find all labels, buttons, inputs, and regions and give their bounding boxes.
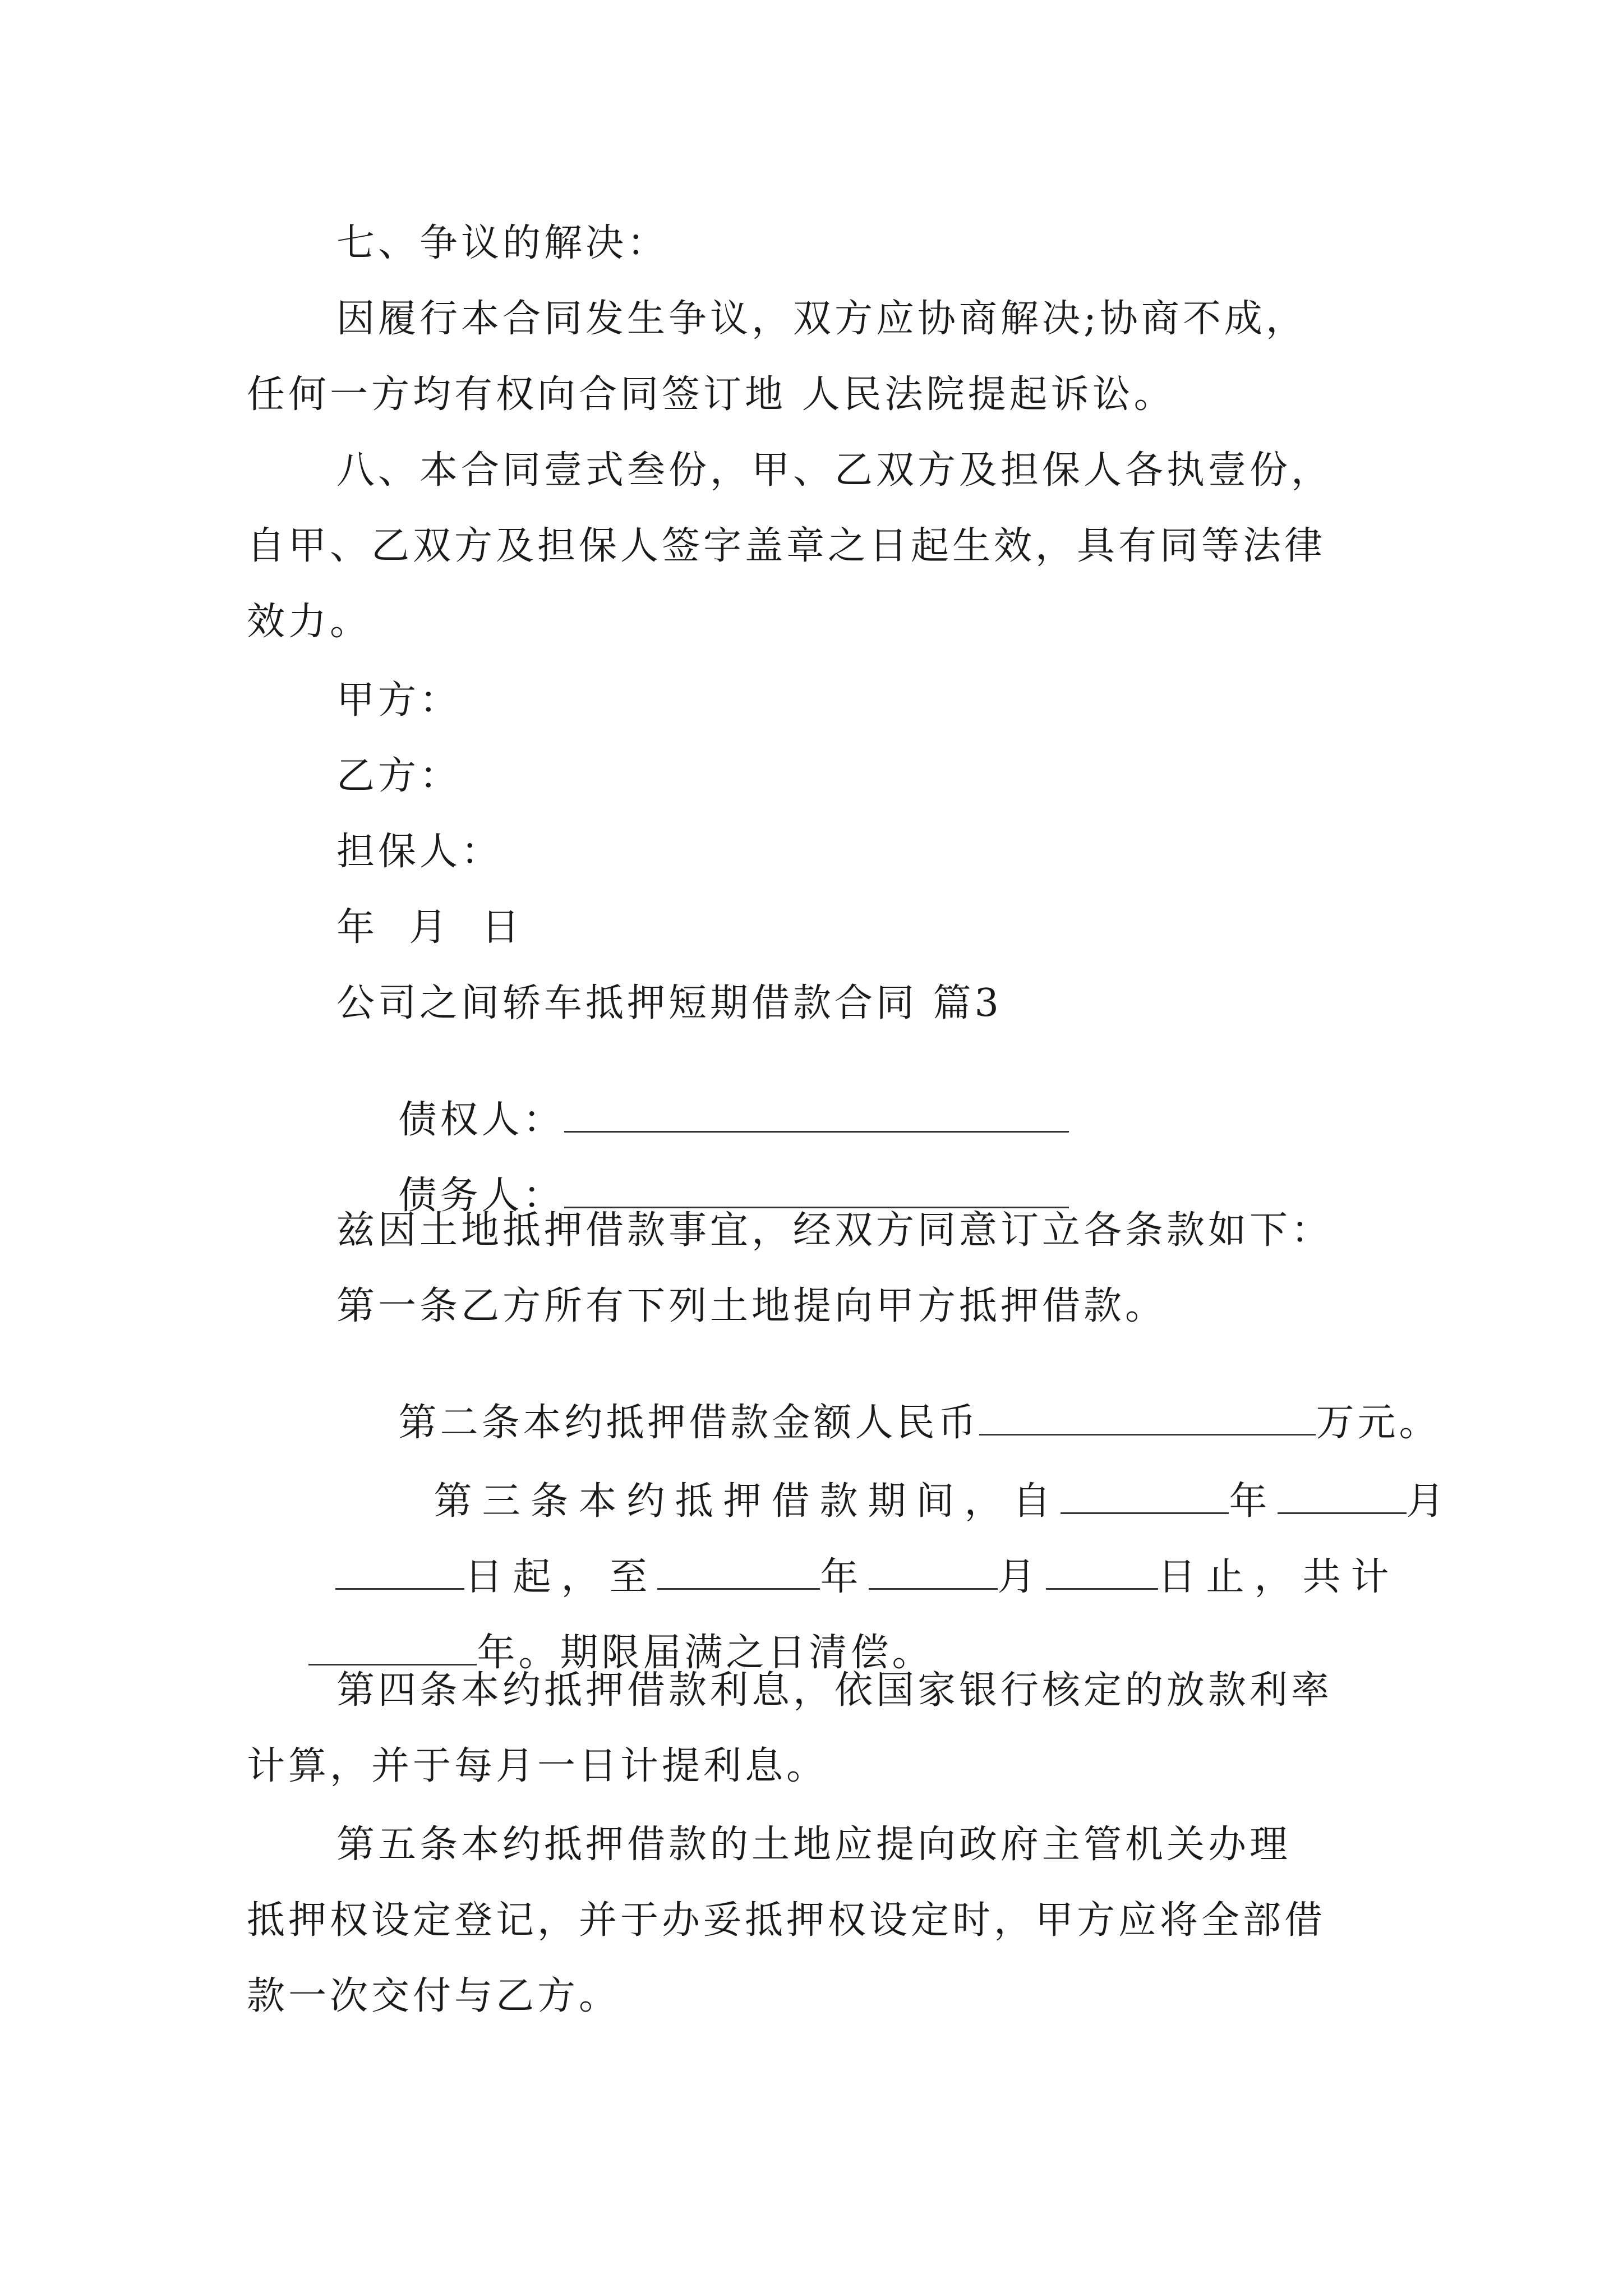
article-5: 第五条本约抵押借款的土地应提向政府主管机关办理 (336, 1823, 1292, 1867)
paragraph-line: 八、本合同壹式叁份，甲、乙双方及担保人各执壹份， (336, 448, 1333, 493)
start-year-blank (1061, 1480, 1229, 1514)
party-a-label: 甲方： (336, 678, 462, 723)
end-month-label: 月 (997, 1555, 1046, 1599)
paragraph-line: 任何一方均有权向合同签订地 人民法院提起诉讼。 (247, 372, 1175, 417)
paragraph-line: 抵押权设定登记，并于办妥抵押权设定时，甲方应将全部借 (247, 1898, 1326, 1943)
paragraph-line: 自甲、乙双方及担保人签字盖章之日起生效，具有同等法律 (247, 524, 1326, 568)
start-day-blank (335, 1556, 464, 1590)
start-year-label: 年 (1229, 1479, 1278, 1524)
creditor-label: 债权人： (398, 1098, 565, 1142)
creditor-blank (564, 1098, 1069, 1133)
debtor-label: 债务人： (398, 1174, 565, 1218)
paragraph-line: 款一次交付与乙方。 (247, 1974, 621, 2018)
paragraph-line: 效力。 (247, 600, 372, 644)
end-year-label: 年 (820, 1555, 869, 1599)
article-3-text-4: 年。期限届满之日清偿。 (477, 1631, 934, 1675)
end-year-blank (657, 1556, 820, 1590)
party-b-label: 乙方： (336, 754, 462, 798)
start-month-label: 月 (1406, 1479, 1455, 1524)
article-3-text-3: 日止，共计 (1158, 1555, 1399, 1599)
article-1: 第一条乙方所有下列土地提向甲方抵押借款。 (336, 1284, 1167, 1328)
paragraph-line: 因履行本合同发生争议，双方应协商解决;协商不成， (336, 297, 1307, 341)
article-4: 第四条本约抵押借款利息，依国家银行核定的放款利率 (336, 1668, 1333, 1713)
term-years-blank (308, 1631, 477, 1665)
end-day-blank (1046, 1556, 1158, 1590)
article-2-text: 第二条本约抵押借款金额人民币 (398, 1401, 980, 1445)
paragraph-line: 计算，并于每月一日计提利息。 (247, 1744, 828, 1788)
amount-blank (979, 1401, 1316, 1435)
article-2-unit: 万元。 (1316, 1401, 1441, 1445)
paragraph-line: 兹因土地抵押借款事宜，经双方同意订立各条款如下： (336, 1208, 1333, 1253)
contract-title: 公司之间轿车抵押短期借款合同 篇3 (336, 981, 1002, 1025)
article-3-text-2: 日起，至 (464, 1555, 658, 1599)
debtor-blank (564, 1174, 1069, 1208)
date-line: 年 月 日 (336, 905, 523, 950)
article-3-text: 第三条本约抵押借款期间，自 (434, 1479, 1061, 1524)
start-month-blank (1278, 1480, 1407, 1514)
end-month-blank (869, 1556, 998, 1590)
guarantor-label: 担保人： (336, 830, 503, 874)
section-7-heading: 七、争议的解决： (336, 221, 669, 265)
